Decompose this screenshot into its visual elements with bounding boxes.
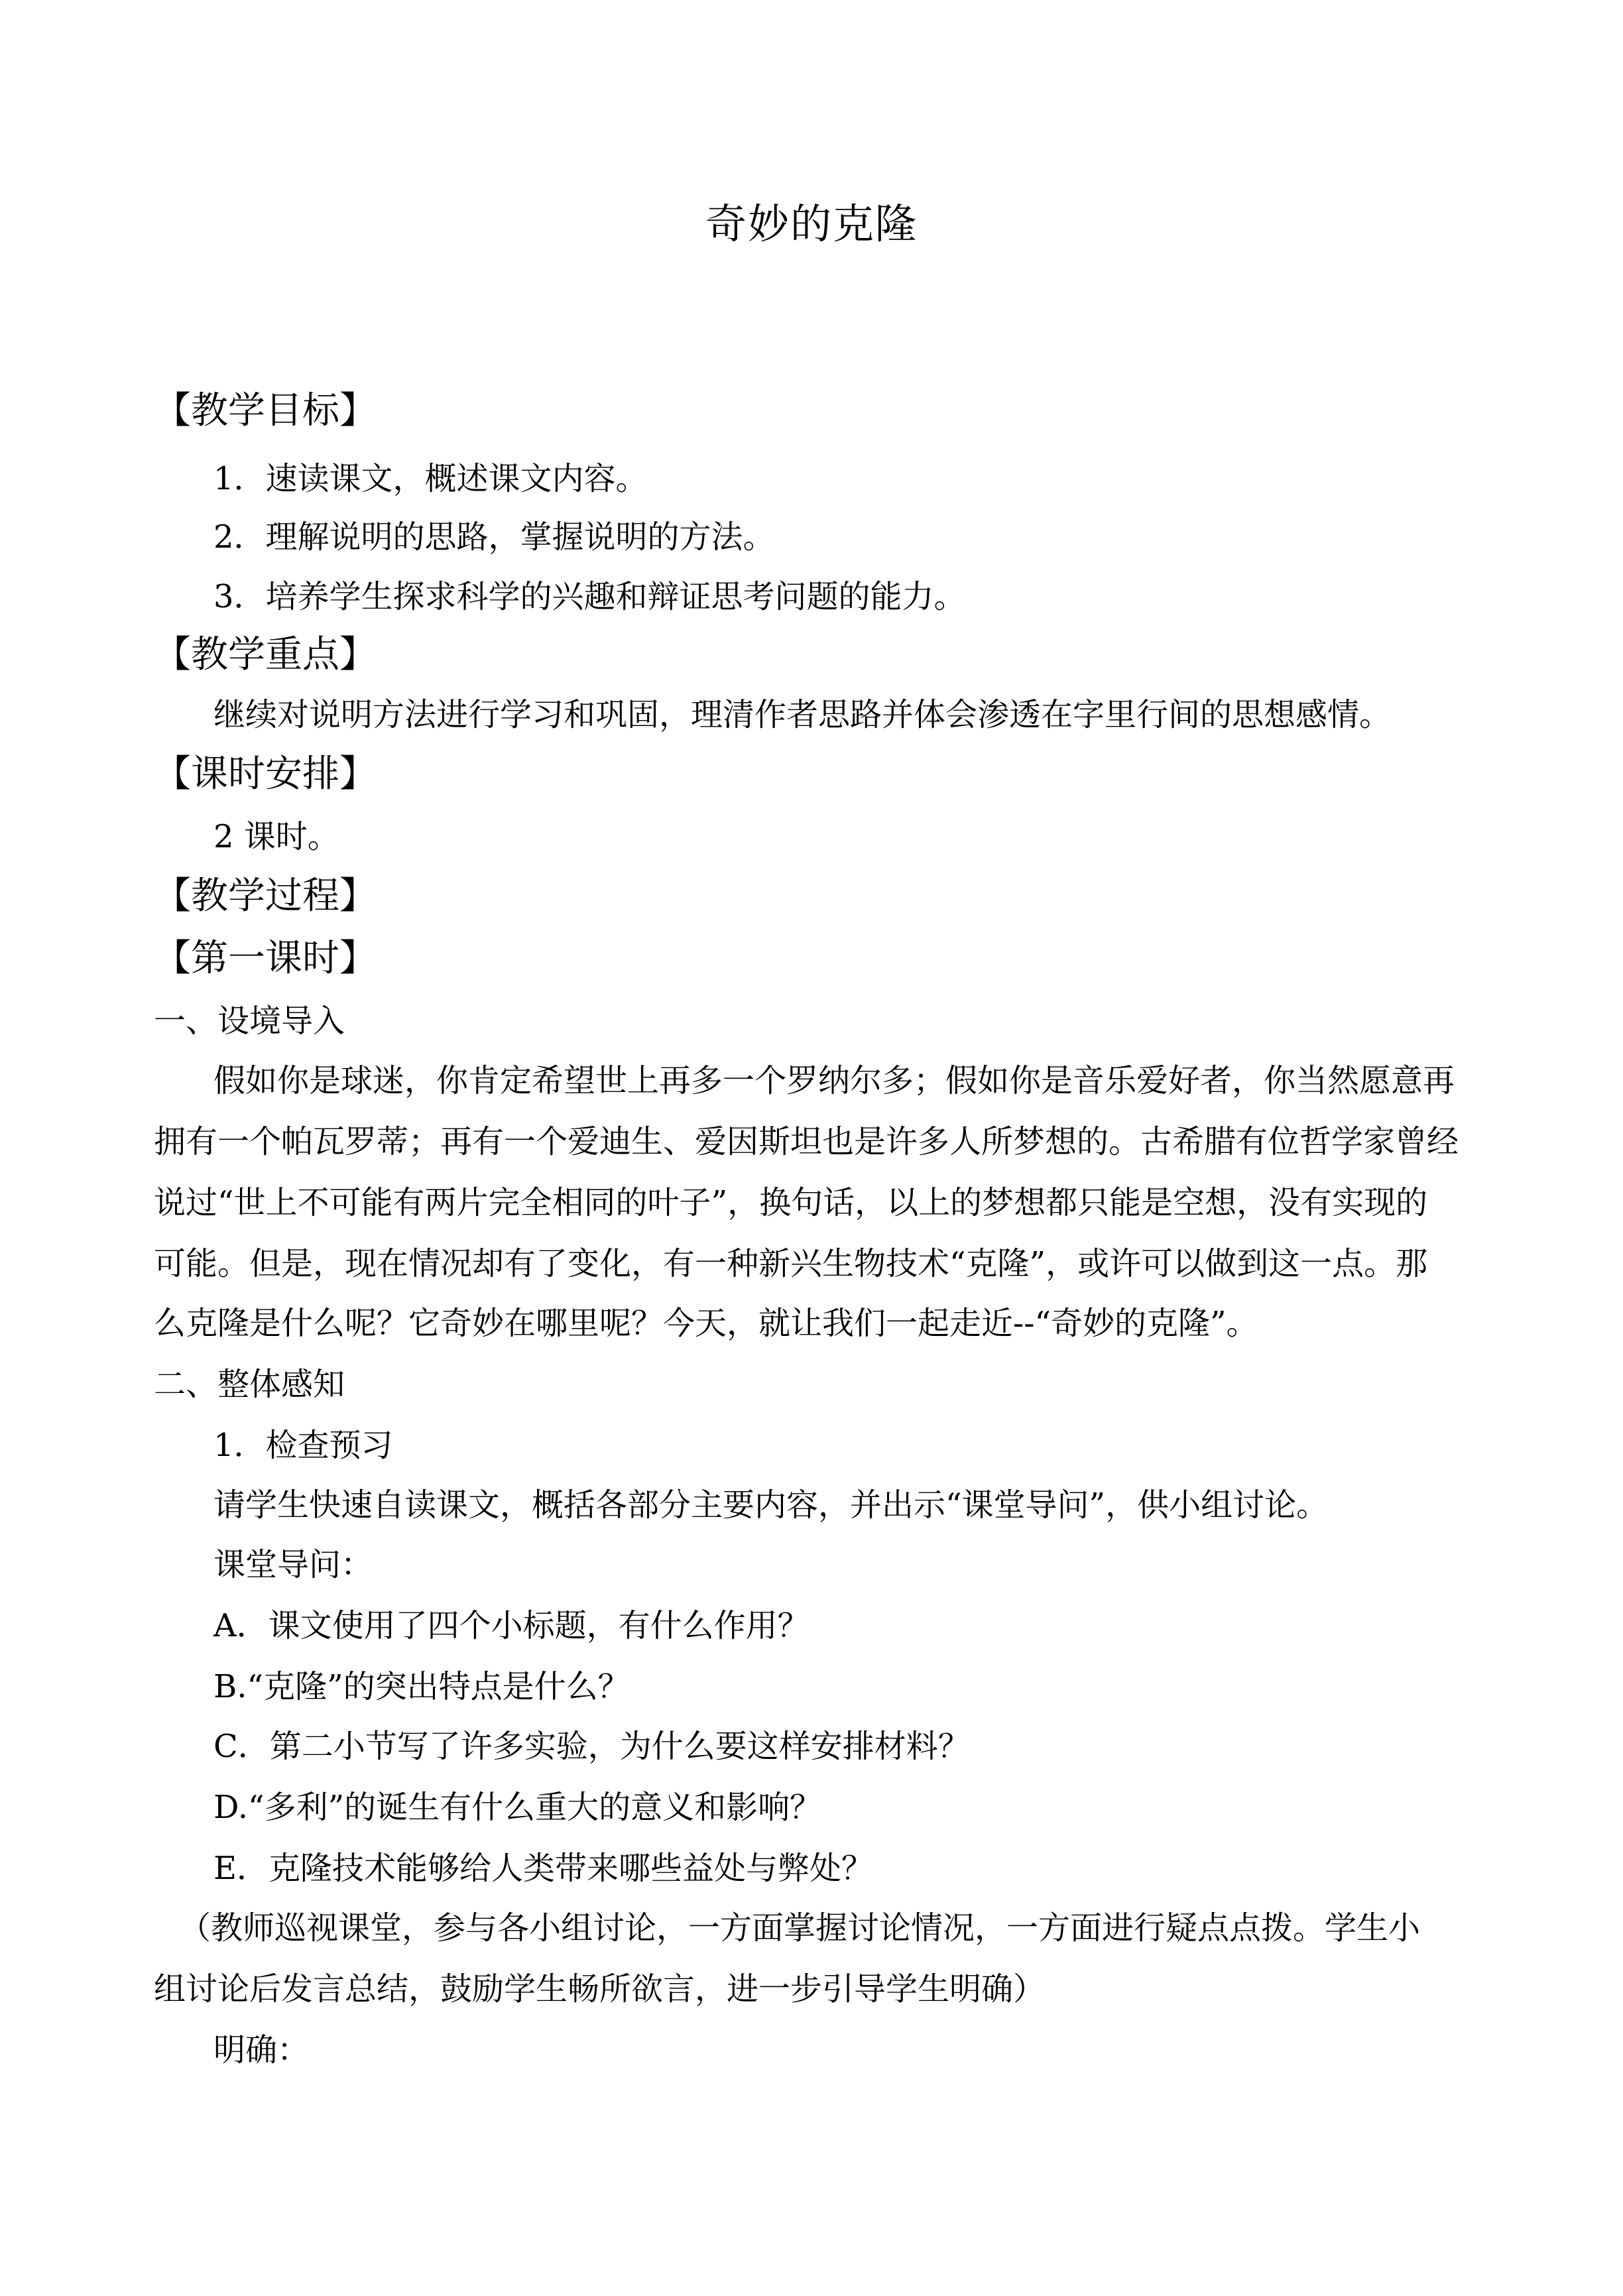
clarify-label: 明确：	[213, 2031, 310, 2069]
page-title: 奇妙的克隆	[705, 200, 918, 248]
question-item: E．克隆技术能够给人类带来哪些益处与弊处？	[213, 1850, 874, 1887]
objective-item: 3．培养学生探求科学的兴趣和辩证思考问题的能力。	[213, 578, 966, 615]
schedule-text: 2 课时。	[213, 818, 339, 855]
question-item: A．课文使用了四个小标题，有什么作用？	[213, 1607, 810, 1644]
paragraph-line: 假如你是球迷，你肯定希望世上再多一个罗纳尔多；假如你是音乐爱好者，你当然愿意再	[213, 1062, 1455, 1099]
part1-heading: 一、设境导入	[154, 1002, 345, 1040]
note-line: 组讨论后发言总结，鼓励学生畅所欲言，进一步引导学生明确）	[154, 1970, 1046, 2008]
paragraph-line: 说过“世上不可能有两片完全相同的叶子”，换句话，以上的梦想都只能是空想，没有实现的	[154, 1184, 1428, 1221]
paragraph-line: 可能。但是，现在情况却有了变化，有一种新兴生物技术“克隆”，或许可以做到这一点。那	[154, 1245, 1428, 1282]
part2-heading: 二、整体感知	[154, 1366, 345, 1403]
question-item: C．第二小节写了许多实验，为什么要这样安排材料？	[213, 1728, 970, 1765]
key-points-heading: 【教学重点】	[154, 633, 377, 676]
question-item: D.“多利”的诞生有什么重大的意义和影响？	[213, 1789, 822, 1826]
question-item: B.“克隆”的突出特点是什么？	[213, 1668, 630, 1705]
instruction-text: 请学生快速自读课文，概括各部分主要内容，并出示“课堂导问”，供小组讨论。	[213, 1486, 1329, 1524]
process-heading: 【教学过程】	[154, 875, 377, 918]
note-line: （教师巡视课堂，参与各小组讨论，一方面掌握讨论情况，一方面进行疑点点拨。学生小	[179, 1909, 1421, 1947]
objectives-heading: 【教学目标】	[154, 389, 377, 432]
step-title: 1．检查预习	[213, 1427, 393, 1464]
schedule-heading: 【课时安排】	[154, 753, 377, 796]
paragraph-line: 拥有一个帕瓦罗蒂；再有一个爱迪生、爱因斯坦也是许多人所梦想的。古希腊有位哲学家曾经	[154, 1123, 1459, 1160]
paragraph-line: 么克隆是什么呢？它奇妙在哪里呢？今天，就让我们一起走近--“奇妙的克隆”。	[154, 1305, 1258, 1342]
key-points-text: 继续对说明方法进行学习和巩固，理清作者思路并体会渗透在字里行间的思想感情。	[213, 696, 1392, 733]
first-lesson-heading: 【第一课时】	[154, 937, 377, 980]
objective-item: 1．速读课文，概述课文内容。	[213, 460, 648, 497]
guide-label: 课堂导问：	[213, 1546, 373, 1583]
objective-item: 2．理解说明的思路，掌握说明的方法。	[213, 518, 775, 556]
